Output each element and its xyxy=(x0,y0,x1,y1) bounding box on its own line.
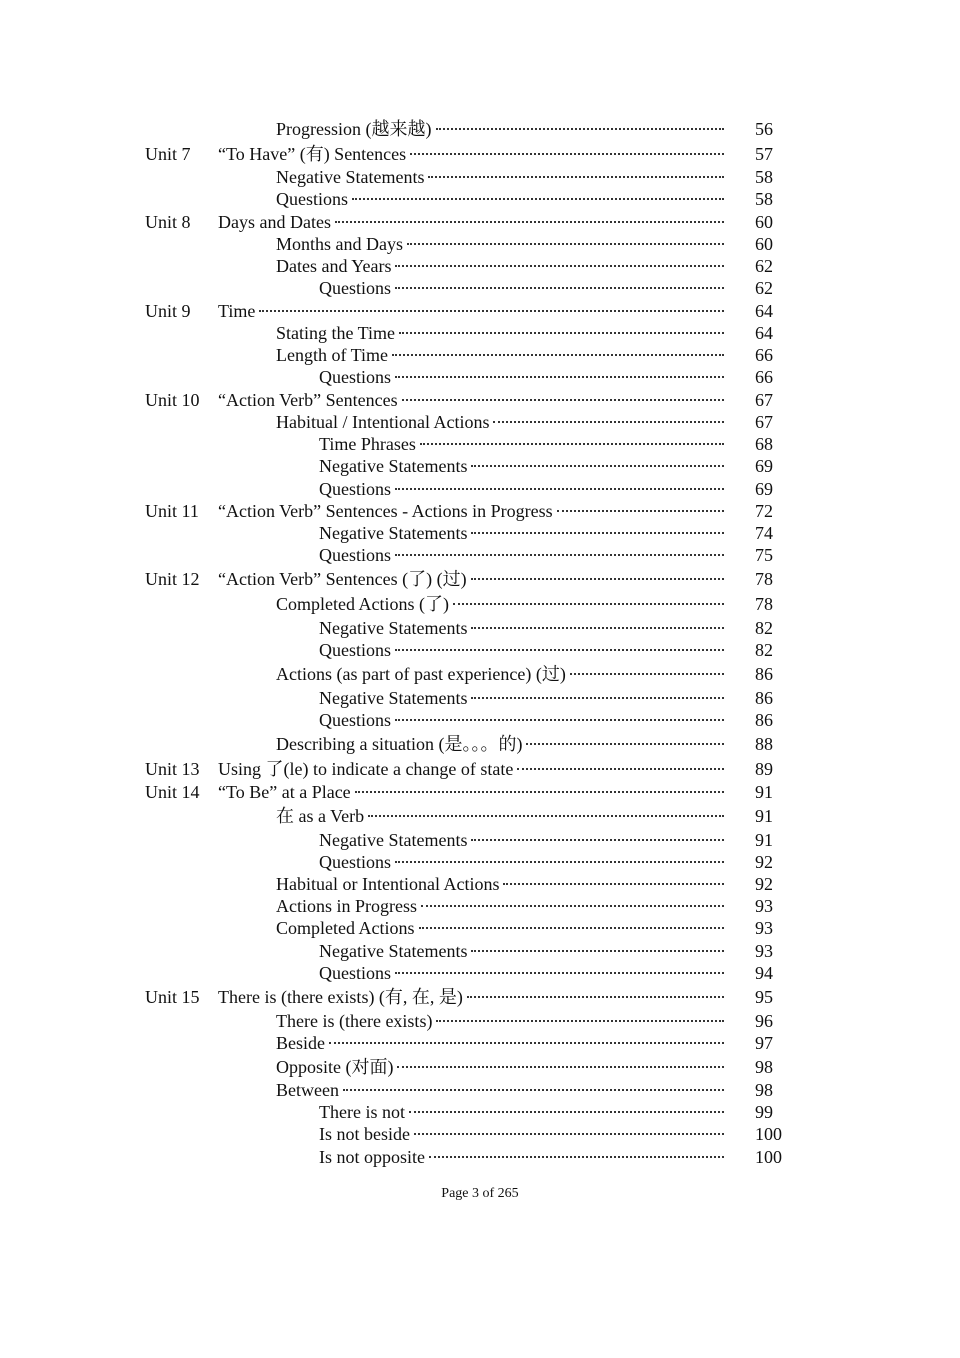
toc-entry-line xyxy=(319,829,726,851)
page-footer: Page 3 of 265 xyxy=(441,1186,519,1201)
toc-entry[interactable] xyxy=(0,805,960,827)
toc-entry-line xyxy=(218,143,726,165)
toc-entry-line xyxy=(218,568,726,590)
entry-title: Describing a situation (是。。。的) xyxy=(276,734,523,754)
dot-leader xyxy=(368,815,724,817)
entry-title: Negative Statements xyxy=(319,830,468,850)
entry-title: “To Have” (有) Sentences xyxy=(218,144,407,164)
dot-leader xyxy=(471,465,724,467)
dot-leader xyxy=(395,488,724,490)
toc-entry[interactable] xyxy=(0,500,960,522)
page-number: 97 xyxy=(755,1033,773,1053)
page-number: 69 xyxy=(755,456,773,476)
toc-entry-line xyxy=(319,478,726,500)
entry-title: 在 as a Verb xyxy=(276,806,365,826)
toc-entry-line xyxy=(319,1101,726,1123)
dot-leader xyxy=(471,839,724,841)
entry-title: Is not beside xyxy=(319,1124,410,1144)
toc-entry-line xyxy=(319,277,726,299)
dot-leader xyxy=(429,1156,724,1158)
entry-title: Completed Actions (了) xyxy=(276,594,449,614)
dot-leader xyxy=(493,421,724,423)
toc-entry-line xyxy=(319,687,726,709)
page-number: 92 xyxy=(755,852,773,872)
entry-title: “To Be” at a Place xyxy=(218,782,351,802)
page-number: 58 xyxy=(755,189,773,209)
page-number: 93 xyxy=(755,918,773,938)
entry-title: Questions xyxy=(319,640,391,660)
toc-entry[interactable] xyxy=(0,143,960,165)
page-number: 78 xyxy=(755,569,773,589)
toc-entry-line xyxy=(276,1032,726,1054)
unit-label: Unit 13 xyxy=(145,759,200,779)
toc-entry[interactable] xyxy=(0,300,960,322)
dot-leader xyxy=(259,310,724,312)
toc-entry[interactable] xyxy=(0,781,960,803)
page-number: 99 xyxy=(755,1102,773,1122)
dot-leader xyxy=(395,376,724,378)
toc-entry-line xyxy=(319,962,726,984)
unit-label: Unit 9 xyxy=(145,301,191,321)
entry-title: Questions xyxy=(319,278,391,298)
page-number: 86 xyxy=(755,664,773,684)
dot-leader xyxy=(453,603,724,605)
entry-title: Negative Statements xyxy=(276,167,425,187)
toc-entry[interactable] xyxy=(0,1010,960,1032)
toc-entry-line xyxy=(218,300,726,322)
page-number: 96 xyxy=(755,1011,773,1031)
dot-leader xyxy=(402,399,724,401)
page-number: 100 xyxy=(755,1124,782,1144)
toc-entry[interactable] xyxy=(0,1079,960,1101)
entry-title: Stating the Time xyxy=(276,323,396,343)
toc-entry[interactable] xyxy=(0,873,960,895)
dot-leader xyxy=(407,243,724,245)
toc-entry[interactable] xyxy=(0,962,960,984)
entry-title: Questions xyxy=(319,367,391,387)
toc-entry[interactable] xyxy=(0,639,960,661)
toc-entry[interactable] xyxy=(0,663,960,685)
toc-entry[interactable] xyxy=(0,829,960,851)
page-number: 82 xyxy=(755,640,773,660)
entry-title: Days and Dates xyxy=(218,212,331,232)
toc-entry[interactable] xyxy=(0,478,960,500)
page-number: 94 xyxy=(755,963,773,983)
entry-title: Progression (越来越) xyxy=(276,119,432,139)
dot-leader xyxy=(395,554,724,556)
toc-entry-line xyxy=(276,733,726,755)
toc-entry[interactable] xyxy=(0,344,960,366)
dot-leader xyxy=(420,443,724,445)
dot-leader xyxy=(436,1020,724,1022)
page-number: 89 xyxy=(755,759,773,779)
page-number: 78 xyxy=(755,594,773,614)
dot-leader xyxy=(471,627,724,629)
entry-title: Habitual or Intentional Actions xyxy=(276,874,500,894)
toc-entry[interactable] xyxy=(0,593,960,615)
entry-title: Negative Statements xyxy=(319,688,468,708)
page-number: 57 xyxy=(755,144,773,164)
toc-entry-line xyxy=(218,389,726,411)
page-number: 91 xyxy=(755,782,773,802)
toc-entry-line xyxy=(319,366,726,388)
entry-title: Between xyxy=(276,1080,339,1100)
page-number: 82 xyxy=(755,618,773,638)
toc-entry-line xyxy=(276,166,726,188)
entry-title: Habitual / Intentional Actions xyxy=(276,412,490,432)
toc-entry-line xyxy=(276,233,726,255)
toc-entry-line xyxy=(276,255,726,277)
dot-leader xyxy=(467,996,724,998)
entry-title: Questions xyxy=(319,710,391,730)
page-number: 93 xyxy=(755,941,773,961)
unit-label: Unit 10 xyxy=(145,390,200,410)
toc-entry[interactable] xyxy=(0,433,960,455)
dot-leader xyxy=(471,950,724,952)
entry-title: There is (there exists) xyxy=(276,1011,433,1031)
page-number: 69 xyxy=(755,479,773,499)
toc-entry[interactable] xyxy=(0,366,960,388)
entry-title: Beside xyxy=(276,1033,325,1053)
toc-entry-line xyxy=(276,895,726,917)
toc-entry[interactable] xyxy=(0,940,960,962)
toc-entry[interactable] xyxy=(0,211,960,233)
toc-entry[interactable] xyxy=(0,255,960,277)
toc-entry-line xyxy=(319,1123,726,1145)
dot-leader xyxy=(395,649,724,651)
page-number: 74 xyxy=(755,523,773,543)
toc-entry-line xyxy=(276,663,726,685)
entry-title: Questions xyxy=(319,963,391,983)
page-number: 93 xyxy=(755,896,773,916)
entry-title: Length of Time xyxy=(276,345,389,365)
dot-leader xyxy=(343,1089,724,1091)
entry-title: Actions (as part of past experience) (过) xyxy=(276,664,566,684)
entry-title: Negative Statements xyxy=(319,523,468,543)
page-number: 60 xyxy=(755,212,773,232)
page-number: 64 xyxy=(755,323,773,343)
toc-entry[interactable] xyxy=(0,895,960,917)
entry-title: Using 了(le) to indicate a change of state xyxy=(218,759,514,779)
entry-title: “Action Verb” Sentences - Actions in Progress xyxy=(218,501,553,521)
dot-leader xyxy=(471,532,724,534)
dot-leader xyxy=(352,198,724,200)
toc-entry-line xyxy=(319,851,726,873)
toc-entry[interactable] xyxy=(0,1101,960,1123)
toc-entry[interactable] xyxy=(0,617,960,639)
toc-entry[interactable] xyxy=(0,1056,960,1078)
page-number: 60 xyxy=(755,234,773,254)
toc-entry[interactable] xyxy=(0,277,960,299)
toc-entry[interactable] xyxy=(0,411,960,433)
toc-entry[interactable] xyxy=(0,544,960,566)
page-number: 68 xyxy=(755,434,773,454)
page-number: 95 xyxy=(755,987,773,1007)
entry-title: Negative Statements xyxy=(319,618,468,638)
dot-leader xyxy=(410,153,724,155)
dot-leader xyxy=(471,697,724,699)
page-number: 88 xyxy=(755,734,773,754)
dot-leader xyxy=(395,972,724,974)
page-number: 100 xyxy=(755,1147,782,1167)
dot-leader xyxy=(421,905,724,907)
entry-title: “Action Verb” Sentences (了) (过) xyxy=(218,569,467,589)
toc-entry-line xyxy=(276,873,726,895)
page-number: 66 xyxy=(755,367,773,387)
dot-leader xyxy=(397,1066,724,1068)
toc-entry[interactable] xyxy=(0,188,960,210)
page-number: 62 xyxy=(755,278,773,298)
entry-title: Time Phrases xyxy=(319,434,416,454)
toc-entry[interactable] xyxy=(0,1146,960,1168)
toc-entry[interactable] xyxy=(0,166,960,188)
dot-leader xyxy=(395,861,724,863)
dot-leader xyxy=(419,927,725,929)
toc-entry-line xyxy=(276,917,726,939)
entry-title: There is (there exists) (有, 在, 是) xyxy=(218,987,463,1007)
toc-entry-line xyxy=(218,211,726,233)
toc-entry-line xyxy=(319,940,726,962)
page-number: 67 xyxy=(755,412,773,432)
toc-entry-line xyxy=(276,188,726,210)
toc-entry[interactable] xyxy=(0,986,960,1008)
toc-entry[interactable] xyxy=(0,455,960,477)
dot-leader xyxy=(503,883,724,885)
toc-entry[interactable] xyxy=(0,917,960,939)
entry-title: Negative Statements xyxy=(319,941,468,961)
toc-entry[interactable] xyxy=(0,118,960,140)
toc-entry-line xyxy=(276,1010,726,1032)
entry-title: There is not xyxy=(319,1102,405,1122)
dot-leader xyxy=(570,673,724,675)
toc-entry-line xyxy=(319,709,726,731)
dot-leader xyxy=(329,1042,724,1044)
unit-label: Unit 14 xyxy=(145,782,200,802)
toc-entry-line xyxy=(276,1056,726,1078)
entry-title: Completed Actions xyxy=(276,918,415,938)
entry-title: “Action Verb” Sentences xyxy=(218,390,398,410)
toc-entry[interactable] xyxy=(0,733,960,755)
dot-leader xyxy=(399,332,724,334)
entry-title: Negative Statements xyxy=(319,456,468,476)
toc-entry-line xyxy=(319,522,726,544)
toc-entry[interactable] xyxy=(0,1123,960,1145)
page-number: 91 xyxy=(755,806,773,826)
dot-leader xyxy=(392,354,724,356)
page-number: 86 xyxy=(755,688,773,708)
dot-leader xyxy=(471,578,724,580)
toc-entry-line xyxy=(319,455,726,477)
entry-title: Actions in Progress xyxy=(276,896,417,916)
toc-entry[interactable] xyxy=(0,233,960,255)
dot-leader xyxy=(355,791,724,793)
page-number: 56 xyxy=(755,119,773,139)
entry-title: Is not opposite xyxy=(319,1147,425,1167)
dot-leader xyxy=(526,743,724,745)
entry-title: Time xyxy=(218,301,256,321)
page-number: 67 xyxy=(755,390,773,410)
toc-entry[interactable] xyxy=(0,709,960,731)
toc-entry-line xyxy=(276,593,726,615)
toc-entry-line xyxy=(319,617,726,639)
unit-label: Unit 12 xyxy=(145,569,200,589)
dot-leader xyxy=(414,1133,724,1135)
unit-label: Unit 11 xyxy=(145,501,199,521)
toc-entry[interactable] xyxy=(0,1032,960,1054)
toc-entry-line xyxy=(218,500,726,522)
page-number: 86 xyxy=(755,710,773,730)
dot-leader xyxy=(395,287,724,289)
toc-entry-line xyxy=(276,344,726,366)
dot-leader xyxy=(395,719,724,721)
toc-entry[interactable] xyxy=(0,568,960,590)
entry-title: Months and Days xyxy=(276,234,403,254)
unit-label: Unit 7 xyxy=(145,144,191,164)
toc-entry-line xyxy=(319,639,726,661)
page-number: 98 xyxy=(755,1057,773,1077)
toc-entry-line xyxy=(218,758,726,780)
page-number: 66 xyxy=(755,345,773,365)
entry-title: Opposite (对面) xyxy=(276,1057,394,1077)
unit-label: Unit 15 xyxy=(145,987,200,1007)
entry-title: Questions xyxy=(319,479,391,499)
toc-entry-line xyxy=(276,118,726,140)
unit-label: Unit 8 xyxy=(145,212,191,232)
entry-title: Questions xyxy=(276,189,348,209)
page-number: 64 xyxy=(755,301,773,321)
toc-entry[interactable] xyxy=(0,322,960,344)
page-number: 75 xyxy=(755,545,773,565)
toc-entry-line xyxy=(319,433,726,455)
dot-leader xyxy=(428,176,724,178)
toc-entry-line xyxy=(218,986,726,1008)
toc-entry-line xyxy=(319,544,726,566)
page-number: 92 xyxy=(755,874,773,894)
page-number: 91 xyxy=(755,830,773,850)
toc-entry-line xyxy=(276,1079,726,1101)
toc-entry[interactable] xyxy=(0,851,960,873)
page-number: 98 xyxy=(755,1080,773,1100)
entry-title: Dates and Years xyxy=(276,256,392,276)
dot-leader xyxy=(557,510,724,512)
toc-entry-line xyxy=(319,1146,726,1168)
dot-leader xyxy=(395,265,724,267)
toc-entry-line xyxy=(276,805,726,827)
dot-leader xyxy=(517,768,724,770)
toc-entry[interactable] xyxy=(0,687,960,709)
page-number: 62 xyxy=(755,256,773,276)
toc-entry[interactable] xyxy=(0,522,960,544)
toc-entry-line xyxy=(218,781,726,803)
dot-leader xyxy=(409,1111,724,1113)
page-number: 72 xyxy=(755,501,773,521)
toc-entry-line xyxy=(276,322,726,344)
dot-leader xyxy=(335,221,724,223)
toc-entry-line xyxy=(276,411,726,433)
page-number: 58 xyxy=(755,167,773,187)
dot-leader xyxy=(436,128,725,130)
entry-title: Questions xyxy=(319,852,391,872)
entry-title: Questions xyxy=(319,545,391,565)
toc-entry[interactable] xyxy=(0,758,960,780)
toc-entry[interactable] xyxy=(0,389,960,411)
